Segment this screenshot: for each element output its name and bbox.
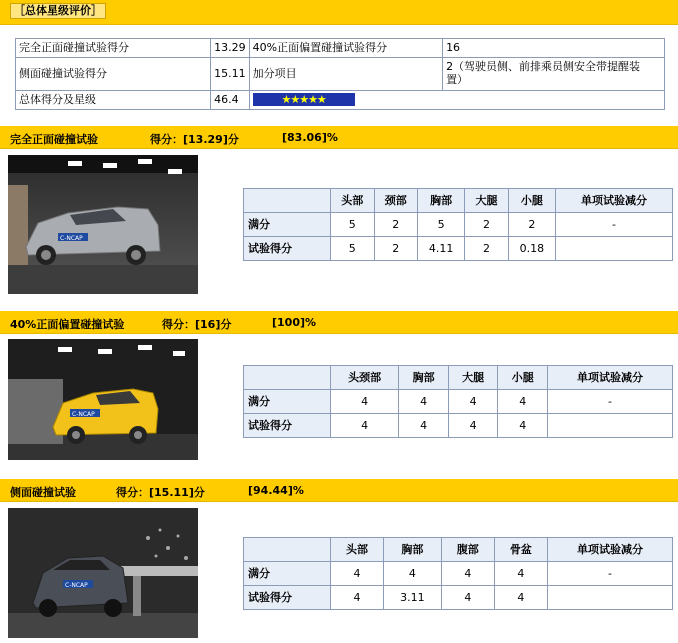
summary-row — [16, 91, 665, 110]
table-row — [244, 562, 673, 586]
offset-score-table — [243, 365, 673, 438]
car-offset-crash-photo — [8, 339, 198, 460]
summary-row — [16, 58, 665, 91]
frontal-score-table — [243, 188, 673, 261]
table-cell: 4 — [498, 390, 548, 414]
summary-label: 40%正面偏置碰撞试验得分 — [249, 39, 442, 58]
column-header: 头颈部 — [331, 366, 399, 390]
column-header: 单项试验减分 — [548, 538, 673, 562]
section-header-bar — [0, 311, 678, 334]
row-header: 满分 — [244, 213, 331, 237]
table-cell: - — [556, 213, 673, 237]
table-cell: 4 — [384, 562, 442, 586]
table-cell: 4 — [331, 586, 384, 610]
section-score: 得分：[15.11]分 — [116, 486, 205, 499]
table-cell: 5 — [331, 237, 375, 261]
section-score: 得分：[16]分 — [162, 318, 232, 331]
table-cell: 4 — [498, 414, 548, 438]
table-row — [244, 213, 673, 237]
column-header: 颈部 — [374, 189, 418, 213]
bonus-value — [443, 58, 665, 91]
table-cell: 3.11 — [384, 586, 442, 610]
section-header-bar — [0, 126, 678, 149]
section-percent: [83.06]% — [282, 131, 338, 144]
car-side-crash-photo — [8, 508, 198, 638]
table-corner — [244, 366, 331, 390]
table-cell: 2 — [465, 237, 509, 261]
table-cell: 4 — [494, 586, 547, 610]
table-header-row — [244, 189, 673, 213]
table-cell: 0.18 — [508, 237, 555, 261]
summary-row — [16, 39, 665, 58]
table-cell: - — [548, 562, 673, 586]
table-cell: 4.11 — [418, 237, 465, 261]
table-cell: 2 — [374, 237, 418, 261]
table-row — [244, 390, 673, 414]
summary-value: 13.29 — [211, 39, 250, 58]
column-header: 小腿 — [498, 366, 548, 390]
section-title: 完全正面碰撞试验 — [10, 133, 98, 146]
column-header: 大腿 — [448, 366, 498, 390]
table-corner — [244, 189, 331, 213]
row-header: 满分 — [244, 562, 331, 586]
table-row — [244, 414, 673, 438]
summary-label: 加分项目 — [249, 58, 442, 91]
table-cell: 2 — [508, 213, 555, 237]
summary-value: 15.11 — [211, 58, 250, 91]
table-cell: 4 — [441, 586, 494, 610]
table-cell: 4 — [331, 562, 384, 586]
column-header: 单项试验减分 — [548, 366, 673, 390]
row-header: 试验得分 — [244, 586, 331, 610]
table-corner — [244, 538, 331, 562]
row-header: 试验得分 — [244, 414, 331, 438]
table-row — [244, 586, 673, 610]
summary-label: 完全正面碰撞试验得分 — [16, 39, 211, 58]
bonus-value-line1: 2（驾驶员侧、前排乘员侧安全带提醒装 — [446, 60, 641, 73]
column-header: 骨盆 — [494, 538, 547, 562]
column-header: 胸部 — [384, 538, 442, 562]
row-header: 满分 — [244, 390, 331, 414]
section-percent: [94.44]% — [248, 484, 304, 497]
table-cell: - — [548, 390, 673, 414]
column-header: 大腿 — [465, 189, 509, 213]
table-cell: 4 — [399, 414, 449, 438]
overall-header-bar — [0, 0, 678, 25]
table-cell: 4 — [448, 390, 498, 414]
star-rating-icon: ★★★★★ — [253, 93, 355, 106]
summary-value: 16 — [443, 39, 665, 58]
car-frontal-crash-photo — [8, 155, 198, 294]
table-cell: 4 — [441, 562, 494, 586]
column-header: 头部 — [331, 189, 375, 213]
section-score: 得分：[13.29]分 — [150, 133, 239, 146]
table-cell: 4 — [331, 390, 399, 414]
column-header: 头部 — [331, 538, 384, 562]
table-cell: 4 — [448, 414, 498, 438]
svg-text:C-NCAP: C-NCAP — [65, 582, 88, 589]
overall-summary-table — [15, 38, 665, 110]
table-cell: 5 — [418, 213, 465, 237]
table-cell: 4 — [494, 562, 547, 586]
section-percent: [100]% — [272, 316, 317, 329]
table-cell — [548, 586, 673, 610]
table-cell — [548, 414, 673, 438]
table-cell: 4 — [399, 390, 449, 414]
table-cell: 5 — [331, 213, 375, 237]
table-cell — [556, 237, 673, 261]
table-cell: 2 — [374, 213, 418, 237]
row-header: 试验得分 — [244, 237, 331, 261]
star-rating-cell — [249, 91, 664, 110]
section-header-bar — [0, 479, 678, 502]
svg-text:C-NCAP: C-NCAP — [60, 235, 83, 242]
summary-value: 46.4 — [211, 91, 250, 110]
column-header: 小腿 — [508, 189, 555, 213]
summary-label: 总体得分及星级 — [16, 91, 211, 110]
column-header: 胸部 — [418, 189, 465, 213]
section-title: 40%正面偏置碰撞试验 — [10, 318, 125, 331]
side-score-table — [243, 537, 673, 610]
column-header: 单项试验减分 — [556, 189, 673, 213]
table-row — [244, 237, 673, 261]
svg-text:C-NCAP: C-NCAP — [72, 411, 95, 418]
table-cell: 2 — [465, 213, 509, 237]
column-header: 腹部 — [441, 538, 494, 562]
table-header-row — [244, 366, 673, 390]
table-cell: 4 — [331, 414, 399, 438]
overall-title: ［总体星级评价］ — [10, 3, 106, 19]
bonus-value-line2: 置） — [446, 73, 469, 86]
section-title: 侧面碰撞试验 — [10, 486, 76, 499]
table-header-row — [244, 538, 673, 562]
summary-label: 侧面碰撞试验得分 — [16, 58, 211, 91]
column-header: 胸部 — [399, 366, 449, 390]
